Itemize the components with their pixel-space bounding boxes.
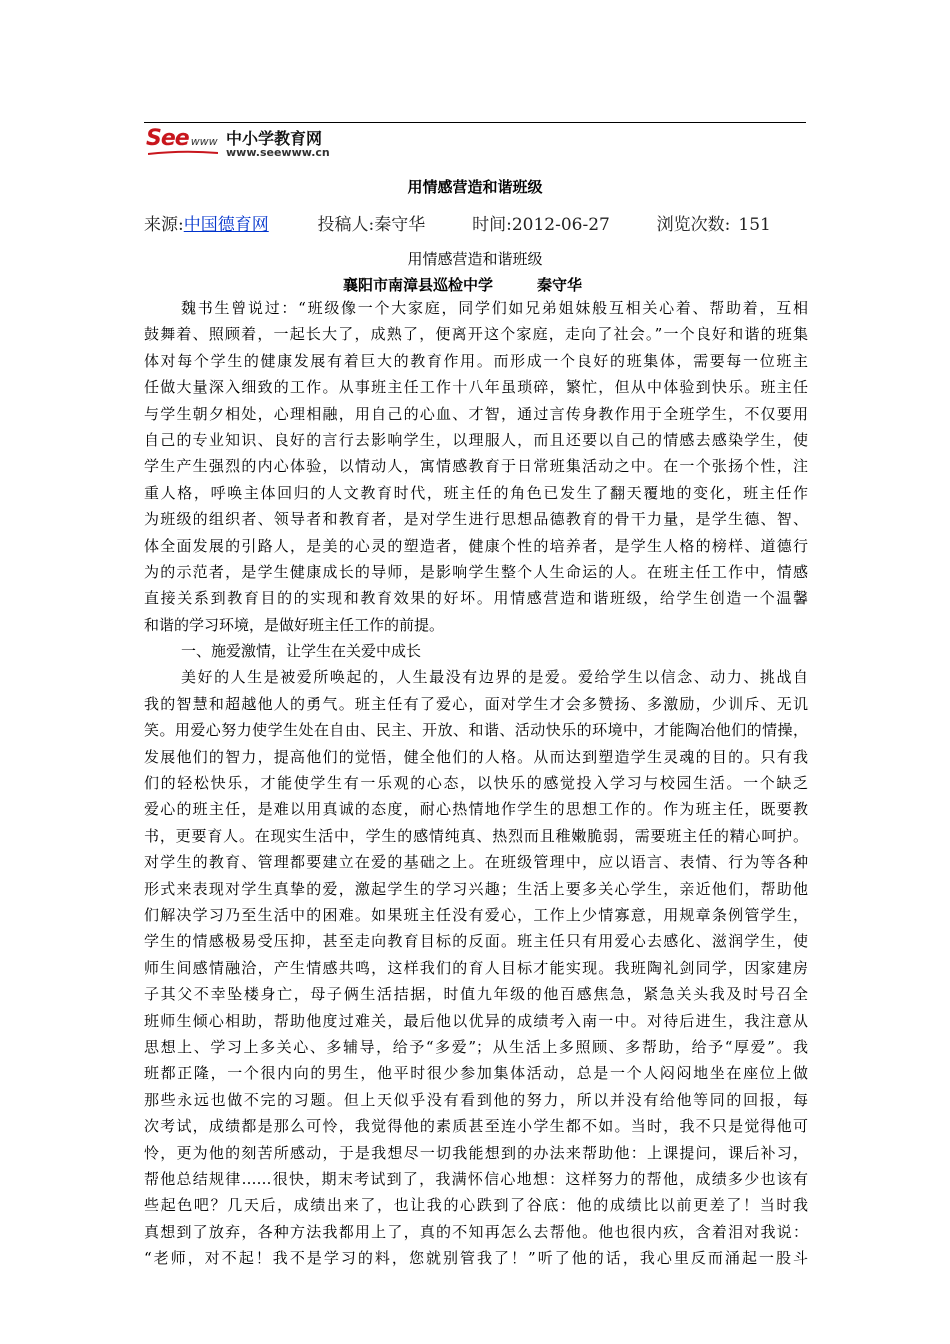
text-line: 笑。用爱心努力使学生处在自由、民主、开放、和谐、活动快乐的环境中，才能陶冶他们的情操， bbox=[144, 721, 808, 740]
article-body bbox=[144, 295, 808, 1271]
text-line: 思想上、学习上多关心、多辅导，给予“多爱”；从生活上多照顾、多帮助，给予“厚爱”。我 bbox=[144, 1037, 808, 1056]
text-line: 体全面发展的引路人，是美的心灵的塑造者，健康个性的培养者，是学生人格的榜样、道德行 bbox=[144, 536, 808, 555]
text-line: 班都正隆，一个很内向的男生，他平时很少参加集体活动，总是一个人闷闷地坐在座位上做 bbox=[144, 1064, 808, 1083]
text-line: 帮他总结规律……很快，期末考试到了，我满怀信心地想：这样努力的帮他，成绩多少也该有 bbox=[144, 1169, 808, 1188]
text-line: 任做大量深入细致的工作。从事班主任工作十八年虽琐碎，繁忙，但从中体验到快乐。班主任 bbox=[144, 378, 808, 397]
text-line: 发展他们的智力，提高他们的觉悟，健全他们的人格。从而达到塑造学生灵魂的目的。只有我 bbox=[144, 747, 808, 766]
text-line: 鼓舞着、照顾着，一起长大了，成熟了，便离开这个家庭，走向了社会。”一个良好和谐的班集 bbox=[144, 325, 808, 344]
header-rule bbox=[144, 122, 806, 123]
text-line: 子其父不幸坠楼身亡，母子俩生活拮据，时值九年级的他百感焦急，紧急关头我及时号召全 bbox=[144, 985, 808, 1004]
text-line: 些起色吧？几天后，成绩出来了，也让我的心跌到了谷底：他的成绩比以前更差了！当时我 bbox=[144, 1196, 808, 1215]
text-line: 怜，更为他的刻苦所感动，于是我想尽一切我能想到的办法来帮助他：上课提问，课后补习， bbox=[144, 1143, 808, 1162]
text-line: 为班级的组织者、领导者和教育者，是对学生进行思想品德教育的骨干力量，是学生德、智、 bbox=[144, 510, 808, 529]
text-line: 与学生朝夕相处，心理相融，用自己的心血、才智，通过言传身教作用于全班学生，不仅要用 bbox=[144, 404, 808, 423]
logo-site-name: 中小学教育网 bbox=[226, 129, 323, 148]
text-line: 美好的人生是被爱所唤起的，人生最没有边界的是爱。爱给学生以信念、动力、挑战自 bbox=[181, 668, 808, 687]
text-line: 自己的专业知识、良好的言行去影响学生，以理服人，而且还要以自己的情感去感染学生，使 bbox=[144, 430, 808, 449]
views-count: 151 bbox=[738, 215, 771, 235]
text-line: 为的示范者，是学生健康成长的导师，是影响学生整个人生命运的人。在班主任工作中，情感 bbox=[144, 562, 808, 581]
source-label: 来源: bbox=[144, 215, 184, 235]
text-line: 对学生的教育、管理都要建立在爱的基础之上。在班级管理中，应以语言、表情、行为等各种 bbox=[144, 853, 808, 872]
time-value: 2012-06-27 bbox=[511, 215, 610, 235]
text-line: 们解决学习乃至生活中的困难。如果班主任没有爱心，工作上少情寡意，用规章条例管学生， bbox=[144, 905, 808, 924]
text-line: 爱心的班主任，是难以用真诚的态度，耐心热情地作学生的思想工作的。作为班主任，既要教 bbox=[144, 800, 808, 819]
article-meta bbox=[144, 210, 771, 235]
text-line: 真想到了放弃，各种方法我都用上了，真的不知再怎么去帮他。他也很内疚，含着泪对我说： bbox=[144, 1222, 808, 1241]
time-label: 时间: bbox=[472, 215, 512, 235]
source-link[interactable]: 中国德育网 bbox=[183, 215, 269, 235]
author-label: 投稿人: bbox=[317, 215, 375, 235]
text-line: 那些永远也做不完的习题。但上天似乎没有看到他的努力，所以并没有给他等同的回报，每 bbox=[144, 1090, 808, 1109]
text-line: 们的轻松快乐，才能使学生有一乐观的心态，以快乐的感觉投入学习与校园生活。一个缺乏 bbox=[144, 774, 808, 793]
text-line: 重人格，呼唤主体回归的人文教育时代，班主任的角色已发生了翻天覆地的变化，班主任作 bbox=[144, 483, 808, 502]
body-subtitle: 用情感营造和谐班级 bbox=[407, 250, 543, 268]
text-line: 体对每个学生的健康发展有着巨大的教育作用。而形成一个良好的班集体，需要每一位班主 bbox=[144, 351, 808, 370]
school-name: 襄阳市南漳县巡检中学 bbox=[343, 276, 494, 294]
author-name: 秦守华 bbox=[537, 276, 583, 294]
text-line: 班师生倾心相助，帮助他度过难关，最后他以优异的成绩考入南一中。对待后进生，我注意从 bbox=[144, 1011, 808, 1030]
site-logo[interactable] bbox=[146, 126, 376, 160]
article-title: 用情感营造和谐班级 bbox=[407, 178, 543, 196]
text-line: 直接关系到教育目的的实现和教育效果的好坏。用情感营造和谐班级，给学生创造一个温馨 bbox=[144, 589, 808, 608]
text-line: “老师，对不起！我不是学习的料，您就别管我了！”听了他的话，我心里反而涌起一股斗 bbox=[144, 1249, 808, 1268]
logo-mark: See www bbox=[146, 126, 218, 151]
text-line: 我的智慧和超越他人的勇气。班主任有了爱心，面对学生才会多赞扬、多激励，少训斥、无讥 bbox=[144, 694, 808, 713]
text-line: 书，更要育人。在现实生活中，学生的感情纯真、热烈而且稚嫩脆弱，需要班主任的精心呵护。 bbox=[144, 826, 808, 845]
logo-site-url: www.seewww.cn bbox=[226, 146, 330, 159]
author-value: 秦守华 bbox=[374, 215, 426, 235]
text-line: 和谐的学习环境，是做好班主任工作的前提。 bbox=[144, 615, 445, 634]
byline bbox=[343, 274, 582, 295]
logo-swoosh-icon bbox=[148, 150, 218, 156]
text-line: 师生间感情融洽，产生情感共鸣，这样我们的育人目标才能实现。我班陶礼剑同学，因家建房 bbox=[144, 958, 808, 977]
text-line: 魏书生曾说过：“班级像一个大家庭，同学们如兄弟姐妹般互相关心着、帮助着，互相 bbox=[181, 299, 808, 317]
section-heading: 一、施爱激情，让学生在关爱中成长 bbox=[181, 642, 422, 661]
text-line: 学生产生强烈的内心体验，以情动人，寓情感教育于日常班集活动之中。在一个张扬个性，注 bbox=[144, 457, 808, 476]
text-line: 形式来表现对学生真挚的爱，激起学生的学习兴趣；生活上要多关心学生，亲近他们，帮助他 bbox=[144, 879, 808, 898]
views-label: 浏览次数: bbox=[656, 215, 731, 235]
text-line: 学生的情感极易受压抑，甚至走向教育目标的反面。班主任只有用爱心去感化、滋润学生，使 bbox=[144, 932, 808, 951]
text-line: 次考试，成绩都是那么可怜，我觉得他的素质甚至连小学生都不如。当时，我不只是觉得他可 bbox=[144, 1117, 808, 1136]
